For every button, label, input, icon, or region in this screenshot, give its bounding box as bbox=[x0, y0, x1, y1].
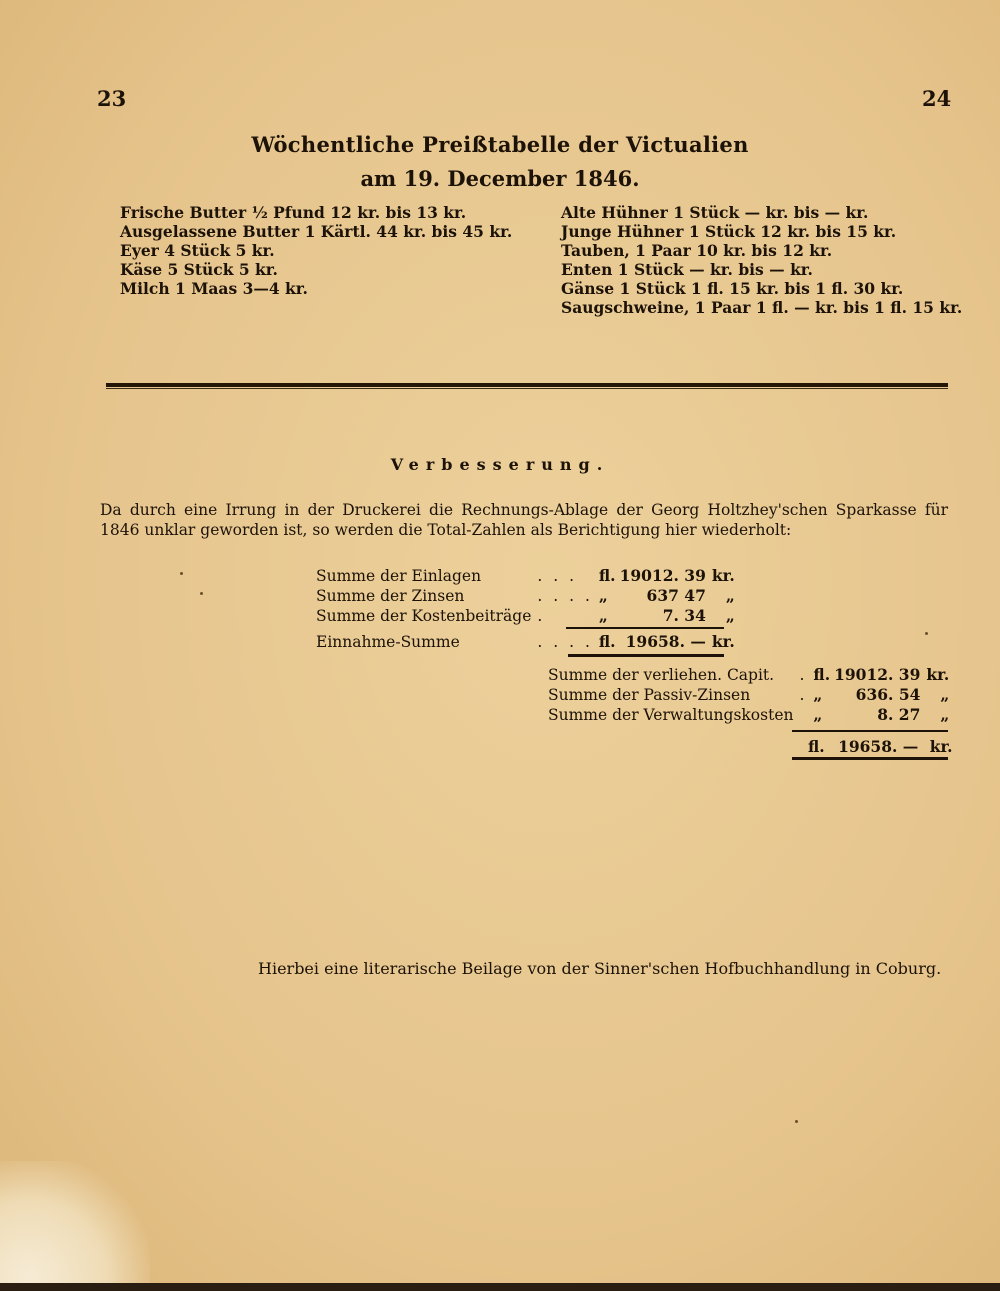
list-item: Tauben, 1 Paar 10 kr. bis 12 kr. bbox=[561, 241, 833, 260]
paper-speck bbox=[200, 592, 203, 595]
sum-dots: . . . . bbox=[537, 633, 593, 651]
sum-amount: 19012. 39 bbox=[619, 566, 706, 585]
list-item: Enten 1 Stück — kr. bis — kr. bbox=[561, 260, 813, 279]
paper-speck bbox=[925, 632, 928, 635]
income-sum-underline bbox=[566, 627, 724, 629]
sum-dots: . bbox=[799, 686, 808, 704]
income-sums-table bbox=[316, 566, 735, 652]
sum-dots: . bbox=[537, 607, 546, 625]
sum-unit: „ bbox=[725, 606, 735, 625]
sum-unit: kr. bbox=[929, 737, 953, 756]
sum-currency: „ bbox=[598, 586, 608, 605]
table-row bbox=[548, 705, 949, 725]
correction-heading: Verbesserung. bbox=[390, 455, 610, 474]
sum-label: Summe der Passiv-Zinsen bbox=[548, 686, 751, 704]
income-total-underline bbox=[568, 654, 724, 657]
sum-dots: . . . bbox=[537, 567, 578, 585]
list-item: Gänse 1 Stück 1 fl. 15 kr. bis 1 fl. 30 kr. bbox=[561, 279, 904, 298]
list-item: Saugschweine, 1 Paar 1 fl. — kr. bis 1 fl. 15 kr. bbox=[561, 298, 963, 317]
expense-total bbox=[808, 737, 953, 756]
sum-dots: . bbox=[799, 666, 808, 684]
list-item: Käse 5 Stück 5 kr. bbox=[120, 260, 278, 279]
expense-sum-underline bbox=[792, 730, 948, 732]
sum-total-label: Einnahme-Summe bbox=[316, 633, 460, 651]
sum-dots: . . . . bbox=[537, 587, 593, 605]
paper-speck bbox=[795, 1120, 798, 1123]
expense-total-underline bbox=[792, 757, 948, 760]
correction-paragraph: Da durch eine Irrung in der Druckerei die Rechnungs-Ablage der Georg Holtzhey'schen Sparkasse für 1846 unklar geworden ist, so werden die Total-Zahlen als Berichtigung hier wiederholt: bbox=[100, 501, 948, 539]
footnote: Hierbei eine literarische Beilage von der Sinner'schen Hofbuchhandlung in Coburg. bbox=[258, 959, 942, 978]
sum-currency: „ bbox=[813, 705, 823, 724]
sum-amount: 637 47 bbox=[646, 586, 706, 605]
sum-total-amount: 19658. — bbox=[625, 632, 706, 651]
sum-unit: „ bbox=[940, 705, 950, 724]
section-divider bbox=[106, 383, 948, 387]
sum-amount: 636. 54 bbox=[855, 685, 921, 704]
sum-amount: 7. 34 bbox=[662, 606, 706, 625]
page-corner-shading bbox=[0, 1161, 150, 1291]
sum-total-amount: 19658. — bbox=[838, 737, 919, 756]
table-row bbox=[548, 685, 949, 705]
price-table-title: Wöchentliche Preißtabelle der Victualien bbox=[251, 132, 749, 157]
list-item: Alte Hühner 1 Stück — kr. bis — kr. bbox=[561, 203, 869, 222]
sum-unit: kr. bbox=[711, 632, 735, 651]
sum-label: Summe der Zinsen bbox=[316, 587, 465, 605]
sum-amount: 8. 27 bbox=[877, 705, 921, 724]
sum-currency: fl. bbox=[598, 632, 616, 651]
list-item: Eyer 4 Stück 5 kr. bbox=[120, 241, 275, 260]
sum-currency: „ bbox=[813, 685, 823, 704]
list-item: Junge Hühner 1 Stück 12 kr. bis 15 kr. bbox=[561, 222, 897, 241]
sum-label: Summe der verliehen. Capit. bbox=[548, 666, 775, 684]
price-table-date: am 19. December 1846. bbox=[360, 166, 640, 191]
price-list-right bbox=[561, 203, 962, 317]
table-row bbox=[316, 606, 735, 626]
sum-unit: kr. bbox=[926, 665, 950, 684]
price-list-left bbox=[120, 203, 512, 298]
sum-unit: kr. bbox=[711, 566, 735, 585]
list-item: Frische Butter ½ Pfund 12 kr. bis 13 kr. bbox=[120, 203, 467, 222]
paper-speck bbox=[180, 572, 183, 575]
sum-currency: fl. bbox=[808, 737, 825, 756]
expense-sums-table bbox=[548, 665, 949, 725]
list-item: Ausgelassene Butter 1 Kärtl. 44 kr. bis 45 kr. bbox=[120, 222, 513, 241]
sum-unit: „ bbox=[940, 685, 950, 704]
sum-currency: fl. bbox=[813, 665, 831, 684]
page-number-left: 23 bbox=[97, 86, 127, 111]
page-number-right: 24 bbox=[922, 86, 952, 111]
table-row bbox=[548, 665, 949, 685]
list-item: Milch 1 Maas 3—4 kr. bbox=[120, 279, 308, 298]
sum-currency: fl. bbox=[598, 566, 616, 585]
section-divider-thin bbox=[106, 388, 948, 389]
table-row bbox=[316, 586, 735, 606]
sum-amount: 19012. 39 bbox=[834, 665, 921, 684]
sum-currency: „ bbox=[598, 606, 608, 625]
table-row-total bbox=[316, 626, 735, 652]
table-row bbox=[316, 566, 735, 586]
page-bottom-edge bbox=[0, 1283, 1000, 1291]
sum-label: Summe der Verwaltungskosten bbox=[548, 706, 794, 724]
sum-label: Summe der Einlagen bbox=[316, 567, 482, 585]
sum-unit: „ bbox=[725, 586, 735, 605]
sum-label: Summe der Kostenbeiträge bbox=[316, 607, 532, 625]
sum-dots bbox=[799, 705, 813, 725]
